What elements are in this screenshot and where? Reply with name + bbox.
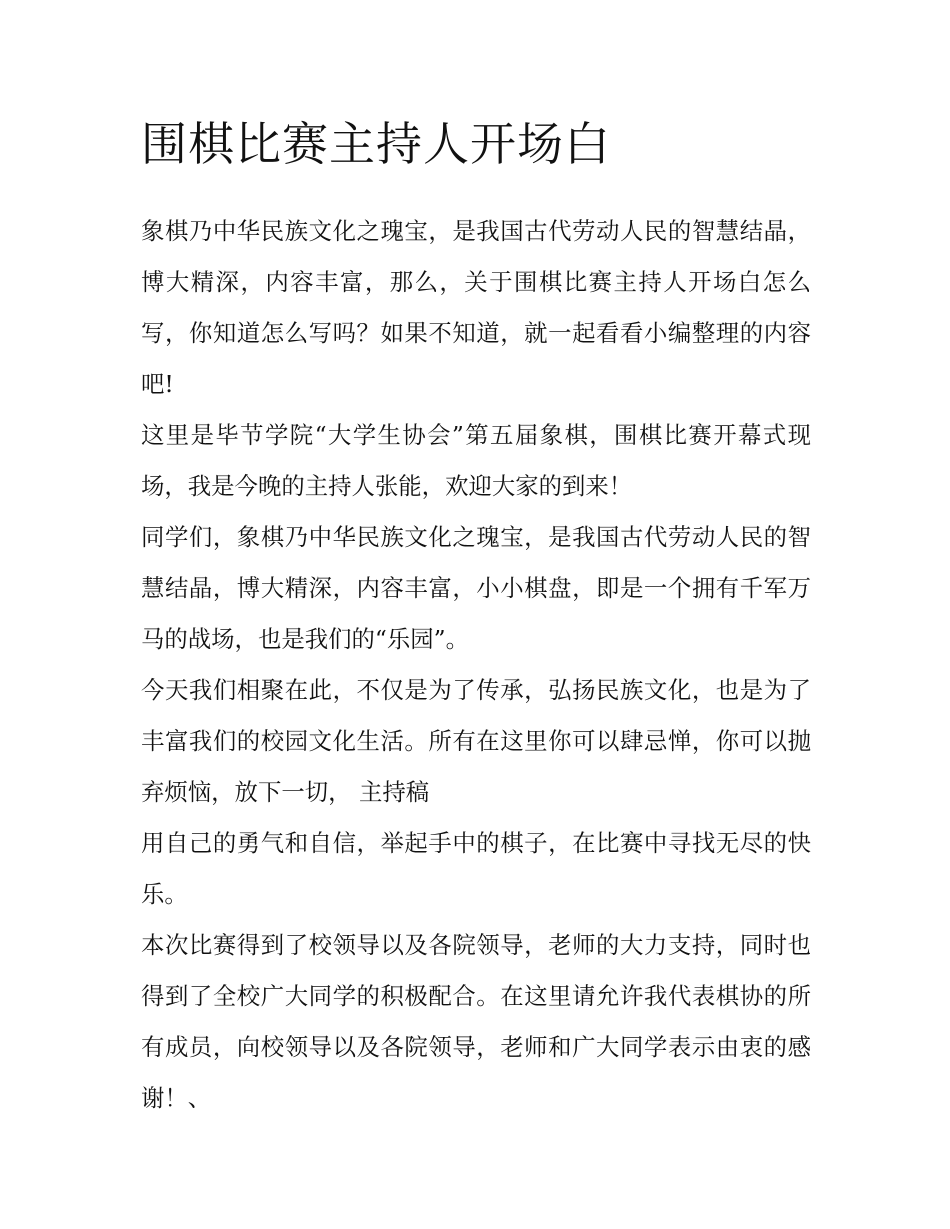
paragraph-chess-culture: 同学们，象棋乃中华民族文化之瑰宝，是我国古代劳动人民的智慧结晶，博大精深，内容丰富，小小棋盘，即是一个拥有千军万马的战场，也是我们的“乐园”。 [141, 523, 811, 653]
paragraph-thanks: 本次比赛得到了校领导以及各院领导，老师的大力支持，同时也得到了全校广大同学的积极配合。在这里请允许我代表棋协的所有成员，向校领导以及各院领导，老师和广大同学表示由衷的感谢！、 [141, 931, 811, 1112]
document-title: 围棋比赛主持人开场白 [141, 117, 611, 171]
document-body [141, 112, 811, 1124]
paragraph-intro: 象棋乃中华民族文化之瑰宝，是我国古代劳动人民的智慧结晶，博大精深，内容丰富，那么，关于围棋比赛主持人开场白怎么写，你知道怎么写吗？如果不知道，就一起看看小编整理的内容吧! [141, 217, 811, 398]
paragraph-courage: 用自己的勇气和自信，举起手中的棋子，在比赛中寻找无尽的快乐。 [141, 829, 811, 908]
paragraph-welcome: 这里是毕节学院“大学生协会”第五届象棋，围棋比赛开幕式现场，我是今晚的主持人张能，欢迎大家的到来！ [141, 421, 811, 500]
paragraph-gathering: 今天我们相聚在此，不仅是为了传承，弘扬民族文化，也是为了丰富我们的校园文化生活。所有在这里你可以肆忌惮，你可以抛弃烦恼，放下一切， 主持稿 [141, 676, 811, 806]
